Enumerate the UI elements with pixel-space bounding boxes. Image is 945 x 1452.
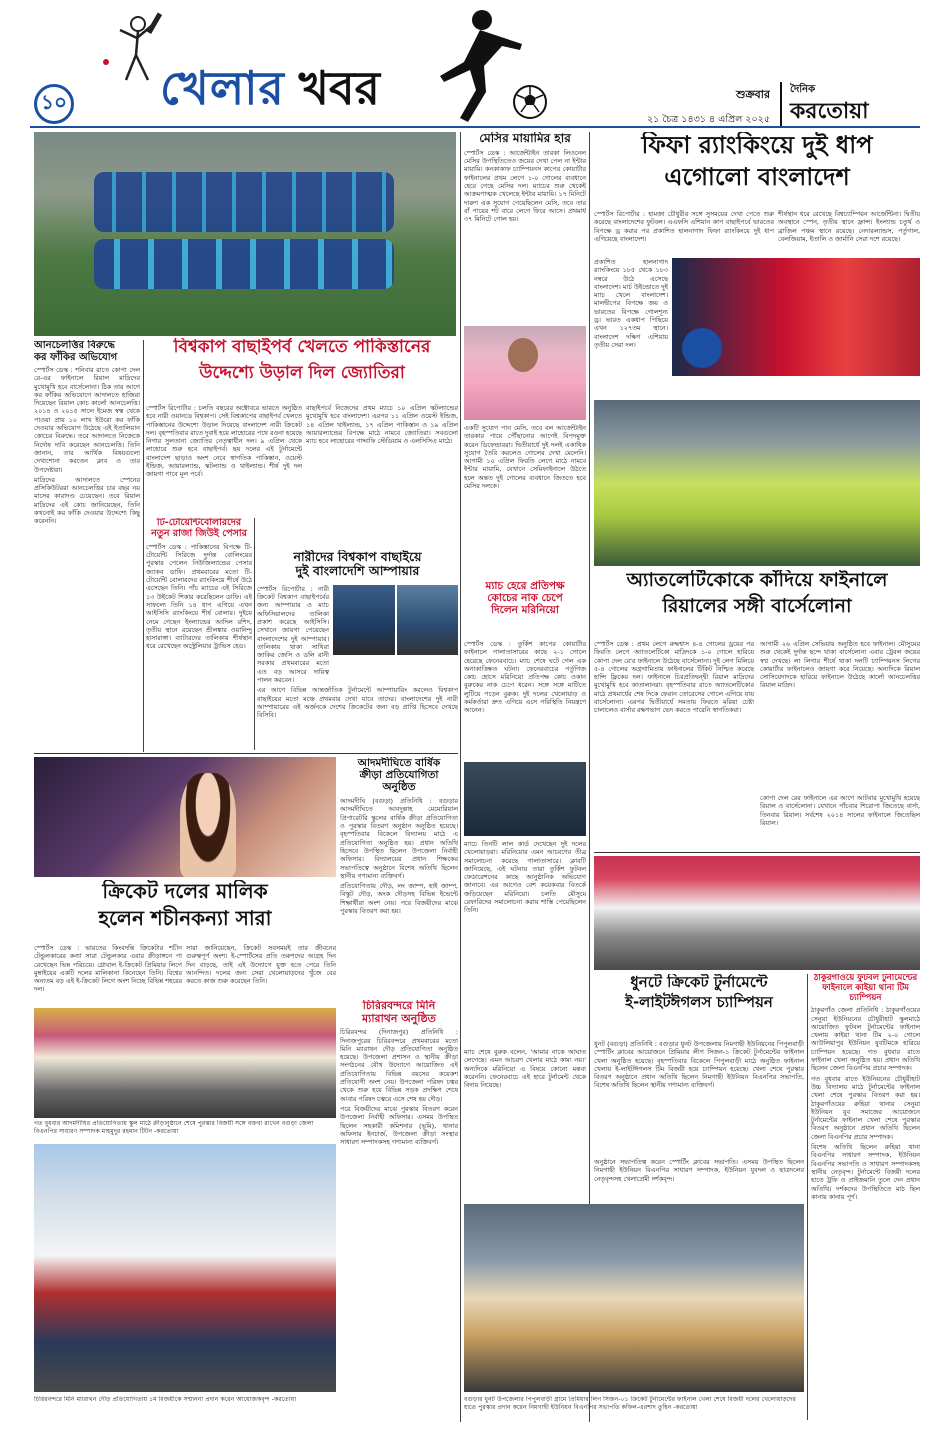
chirirbandar-article	[340, 1000, 458, 1420]
barca-body-2: আগামী ২৬ এপ্রিল সেভিয়ায় অনুষ্ঠিত হবে ফাইনাল। মৌসুমের শুরু থেকেই দুর্দান্ত ছন্দে থাকা বার্সেলোনা এবার ট্রেবল জয়ের স্বপ্ন দেখছে। লা লিগার শীর্ষে থাকা দলটি চ্যাম্পিয়নস লিগের কোয়ার্টার ফাইনালেও জায়গা করে নিয়েছে। অন্যদিকে রিয়াল সোসিয়েদাদকে হারিয়ে ফাইনালে উঠেছে কার্লো আনচেলত্তির রিয়াল মাদ্রিদ।	[760, 640, 920, 690]
messi-headline: মেসির মায়ামির হার	[479, 132, 571, 145]
umpire-photo-1	[333, 585, 395, 655]
umpires-headline: নারীদের বিশ্বকাপ বাছাইয়ে দুই বাংলাদেশি আম্পায়ার	[293, 550, 422, 579]
soccer-ball-icon	[512, 84, 548, 120]
anchelotti-body: স্পোর্টস ডেস্ক : শনিবার রাতে কোপা দেল রে-এর ফাইনালে রিয়াল মাদ্রিদের মুখোমুখি হবে বার্সেলোনা। ঠিক তার আগে কর ফাঁকির অভিযোগে আদালতে হাজিরা দিয়েছেন রিয়াল কোচ কার্লো আনচেলত্তি। ২০১৪ ও ২০১৫ সালে ইমেজ স্বত্ব থেকে পাওয়া প্রায় ১০ লাখ ইউরো কর ফাঁকি দেওয়ার অভিযোগ উঠেছে এই ইতালিয়ান কোচের বিরুদ্ধে। তবে আদালতে নিজেকে নির্দোষ দাবি করেছেন আনচেলত্তি। তিনি জানান, তার আর্থিক বিষয়গুলো দেখাশোনা করতেন ক্লাব ও তার উপদেষ্টারা।	[34, 366, 140, 474]
mourinho-headline: ম্যাচ হেরে প্রতিপক্ষ কোচের নাক চেপে দিলেন মরিনিয়ো	[485, 580, 565, 617]
barca-body-3: কোপা দেল রের ফাইনালে এর আগে আটবার মুখোমুখি হয়েছে রিয়াল ও বার্সেলোনা। যেখানে পাঁচবার শিরোপা জিতেছে বার্সা, তিনবার রিয়াল। সর্বশেষ ২০১৪ সালের ফাইনালে জিতেছিল রিয়াল।	[760, 794, 920, 827]
marathon-caption: চিরিরবন্দরে মিনি ম্যারাথন দৌড় প্রতিযোগিতায় ১ম বিজয়ীকে সম্মাননা প্রদান করেন আয়োজকবৃন্দ -করতোয়া	[34, 1396, 297, 1403]
t20-headline: টি-টোয়েন্টিবোলারদের নতুন রাজা জিউই পেসার	[151, 518, 247, 539]
masthead	[0, 0, 945, 128]
adamdighi-body-2: প্রতিযোগিতায় দৌড়, লং জাম্প, হাই জাম্প, বিস্কুট দৌড়, অংক দৌড়সহ বিভিন্ন ইভেন্টে শিক্ষার্থীরা অংশ নেয়। পরে বিজয়ীদের মাঝে পুরস্কার বিতরণ করা হয়।	[340, 882, 458, 916]
umpires-body: স্পোর্টস রিপোর্টার : নারী ক্রিকেট বিশ্বকাপ বাছাইপর্বের জন্য আম্পায়ার ও ম্যাচ অফিসিয়ালদের তালিকা প্রকাশ করেছে আইসিসি। সেখানে জায়গা পেয়েছেন বাংলাদেশের দুই আম্পায়ার। তালিকায় থাকা সাথিরা জাকির জেসি ও ডলি রানী সরকার প্রথমবারের মতো এত বড় আসরে দায়িত্ব পালন করবেন।	[257, 584, 329, 685]
dhunat-body: ধুনট (বগুড়া) প্রতিনিধি : বগুড়ার ধুনট উপজেলায় নিমগাছী ইউনিয়নের পিপুলবাড়ী স্পোর্টিং ক্লাবের আয়োজনে প্রিমিয়ার লীগ সিজন-১ ক্রিকেট টুর্নামেন্টের ফাইনাল খেলা অনুষ্ঠিত হয়েছে। বৃহস্পতিবার বিকেলে পিপুলবাড়ী মাঠে অনুষ্ঠিত ফাইনাল খেলায় ই-লাইটঈগলস টিম বিজয়ী হয়ে চ্যাম্পিয়ন হয়েছে। খেলা শেষে পুরস্কার বিতরণ অনুষ্ঠানে প্রধান অতিথি ছিলেন নিমগাছী ইউনিয়ন বিএনপির সভাপতি, বিশেষ অতিথি ছিলেন স্থানীয় গণ্যমান্য ব্যক্তিবর্গ।	[594, 1040, 804, 1090]
thakurgaon-headline: ঠাকুরগাঁওয়ে ফুটবল টুর্নামেন্টের ফাইনালে কাইয়া থানা টিম চ্যাম্পিয়ন	[813, 974, 918, 1003]
anchelotti-headline: আনচেলত্তির বিরুদ্ধে কর ফাঁকির অভিযোগ	[34, 340, 118, 363]
anchelotti-article	[34, 340, 140, 750]
anchelotti-body-2: মাদ্রিদের আদালতে স্পেনের প্রসিকিউটররা আনচেলত্তির চার বছর নয় মাসের কারাদণ্ড চেয়েছেন। তবে রিয়াল মাদ্রিদের এই কোচ জানিয়েছেন, তিনি কখনোই কর ফাঁকি দেওয়ার উদ্দেশ্যে কিছু করেননি।	[34, 475, 140, 526]
col-rule	[807, 974, 808, 1420]
messi-photo	[464, 326, 586, 420]
barca-body: স্পোর্টস ডেস্ক : প্রথম লেগে রুদ্ধশ্বাস ৪-৪ গোলের ড্রয়ের পর ফিরতি লেগে অ্যাতলেটিকো মাদ্রিদকে ১-০ গোলে হারিয়ে কোপা দেল রে'র ফাইনালে উঠেছে বার্সেলোনা। দুই লেগ মিলিয়ে ৫-৪ গোলের অগ্রগামিতায় ফাইনালের টিকিট নিশ্চিত করেছে হান্সি ফ্লিকের দল। ফাইনালে চিরপ্রতিদ্বন্দ্বী রিয়াল মাদ্রিদের মুখোমুখি হবে কাতালানরা। বৃহস্পতিবার রাতে অ্যাতলেটিকোর মাঠে প্রথমার্ধের শেষ দিকে ফেরান তোরেসের গোলে এগিয়ে যায় বার্সেলোনা। এরপর দ্বিতীয়ার্ধে সমতায় ফিরতে মরিয়া চেষ্টা চালালেও বার্সার রক্ষণভাগ ভেদ করতে পারেনি স্বাগতিকরা।	[594, 640, 754, 715]
adamdighi-article	[340, 757, 458, 997]
adamdighi-body: আদমদীঘি (বগুড়া) প্রতিনিধি : বগুড়ার আদমদীঘিতে আবদুল্লাহ মেমোরিয়াল প্রিপারেটরি স্কুলের বার্ষিক ক্রীড়া প্রতিযোগিতা ও পুরস্কার বিতরণ অনুষ্ঠান অনুষ্ঠিত হয়েছে। বৃহস্পতিবার বিকেলে বিদ্যালয় মাঠে এ প্রতিযোগিতা অনুষ্ঠিত হয়। প্রধান অতিথি হিসেবে উপস্থিত ছিলেন উপজেলা নির্বাহী অফিসার। বিদ্যালয়ের প্রধান শিক্ষকের সভাপতিত্বে অনুষ্ঠানে বিশেষ অতিথি ছিলেন স্থানীয় গণ্যমান্য ব্যক্তিবর্গ।	[340, 797, 458, 880]
sara-body: স্পোর্টস ডেস্ক : ভারতের কিংবদন্তি ক্রিকেটার শচীন টেন্ডুলকারের কন্যা সারা টেন্ডুলকার এবার ক্রীড়াঙ্গনে পা রেখেছেন ভিন্ন পরিচয়ে। গ্লোবাল ই-ক্রিকেট প্রিমিয়ার লিগে মুম্বাইয়ের একটি দলের মালিকানা কিনেছেন তিনি। বিশ্বের অন্যতম বড় এই ই-ক্রিকেট লিগে অংশ নিচ্ছে বিভিন্ন শহরের দল।	[34, 944, 182, 994]
adamdighi-event-photo	[34, 1008, 336, 1118]
mourinho-body-3: ম্যাচ শেষে বুরুক বলেন, 'আমার নাকে আঘাত লেগেছে। এমন আচরণ খেলার মাঠে কাম্য নয়।' অন্যদিকে মরিনিয়ো এ বিষয়ে কোনো মন্তব্য করেননি। ফেনেরবাচে এই হারে টুর্নামেন্ট থেকে বিদায় নিয়েছে।	[464, 1048, 586, 1090]
date-weekday: শুক্রবার	[735, 88, 770, 101]
messi-article	[464, 132, 586, 322]
page-number: ১০	[41, 89, 67, 114]
umpire-photos	[333, 585, 458, 655]
fifa-logo	[682, 328, 722, 368]
chirirbandar-body: চিরিরবন্দর (দিনাজপুর) প্রতিনিধি : দিনাজপুরের চিরিরবন্দরে প্রথমবারের মতো মিনি ম্যারাথন দৌড় প্রতিযোগিতা অনুষ্ঠিত হয়েছে। উপজেলা প্রশাসন ও স্থানীয় ক্রীড়া সংগঠনের যৌথ উদ্যোগে আয়োজিত এই প্রতিযোগিতায় বিভিন্ন বয়সের কয়েকশ প্রতিযোগী অংশ নেয়। উপজেলা পরিষদ চত্বর থেকে শুরু হয়ে বিভিন্ন সড়ক প্রদক্ষিণ শেষে আবার পরিষদ চত্বরে এসে শেষ হয় দৌড়।	[340, 1028, 458, 1103]
sara-body-2: সারা জানিয়েছেন, ক্রিকেট সবসময়ই তার জীবনের গুরুত্বপূর্ণ অংশ। ই-স্পোর্টসের প্রতি তরুণদের আগ্রহ দিন দিন বাড়ছে, তাই এই উদ্যোগে যুক্ত হতে পেরে তিনি আনন্দিত। দলের জন্য সেরা খেলোয়াড়দের খুঁজে বের করতে কাজ শুরু করেছেন তিনি।	[186, 944, 336, 986]
masthead-rule	[30, 126, 920, 128]
fifa-body-c: শীর্ষস্থান ধরে রেখেছে বিশ্বচ্যাম্পিয়ন আর্জেন্টিনা। দ্বিতীয় অবস্থানে স্পেন, তৃতীয় স্থানে ফ্রান্স। ইংল্যান্ড চতুর্থ ও ব্রাজিল পঞ্চম স্থানে রয়েছে। নেদারল্যান্ডস, পর্তুগাল, বেলজিয়াম, ইতালি ও জার্মানি সেরা দশে রয়েছে।	[778, 210, 920, 243]
page-number-badge	[34, 84, 74, 124]
date-line: ২১ চৈত্র ১৪৩১ ৪ এপ্রিল ২০২৫	[646, 114, 770, 125]
t20-body: স্পোর্টস ডেস্ক : পাকিস্তানের বিপক্ষে টি-টোয়েন্টি সিরিজে দুর্দান্ত বোলিংয়ের পুরস্কার পেলেন নিউজিল্যান্ডের পেসার জ্যাকব ডাফি। প্রথমবারের মতো টি-টোয়েন্টি বোলারদের র‍্যাংকিংয়ে শীর্ষে উঠে এসেছেন তিনি। পাঁচ ম্যাচের এই সিরিজে ১৩ উইকেট শিকার করেছিলেন ডাফি। এই সাফল্যে তিনি ১৪ ধাপ এগিয়ে এখন আইসিসি র‍্যাংকিংয়ে শীর্ষ বোলার। দুইয়ে নেমে গেছেন ইংল্যান্ডের আদিল রশিদ, তৃতীয় স্থানে রয়েছেন শ্রীলঙ্কার ওয়ানিন্দু হাসারাঙ্গা। ব্যাটারদের তালিকায় শীর্ষস্থান ধরে রেখেছেন অস্ট্রেলিয়ার ট্রাভিস হেড।	[146, 542, 252, 651]
thakurgaon-body-2: গত বুধবার রাতে ইউনিয়নের চৌধুরীহাট উচ্চ বিদ্যালয় মাঠে টুর্নামেন্টের ফাইনাল খেলা শেষে পুরস্কার বিতরণ করা হয়। ঠাকুরগাঁওয়ের রুহিয়া থানার সেনুয়া ইউনিয়ন যুব সমাজের আয়োজনে টুর্নামেন্টের ফাইনাল খেলা শেষে পুরস্কার বিতরণ অনুষ্ঠানে প্রধান অতিথি ছিলেন জেলা বিএনপির প্রচার সম্পাদক।	[811, 1074, 920, 1141]
jyoti-headline: বিশ্বকাপ বাছাইপর্ব খেলতে পাকিস্তানের উদ্দেশ্যে উড়াল দিল জ্যোতিরা	[173, 338, 431, 383]
fifa-body-a: স্পোর্টস রিপোর্টার : হামজা চৌধুরীর সঙ্গে সুসময়ের দেখা পেতে শুরু করেছে বাংলাদেশের ফুটবল। এএফসি এশিয়ান কাপ বাছাইপর্বে ভারতের বিপক্ষে ড্র করার পর প্রকাশিত হালনাগাদ ফিফা র‍্যাংকিংয়ে দুই ধাপ এগিয়েছে বাংলাদেশ।	[594, 210, 774, 243]
brand-small: দৈনিক	[790, 84, 816, 95]
barca-headline: অ্যাতলেটিকোকে কাঁদিয়ে ফাইনালে রিয়ালের সঙ্গী বার্সেলোনা	[626, 570, 888, 617]
t20-article	[146, 518, 252, 750]
chirirbandar-body-2: পরে বিজয়ীদের মাঝে পুরস্কার বিতরণ করেন উপজেলা নির্বাহী অফিসার। এসময় উপস্থিত ছিলেন সহকারী কমিশনার (ভূমি), থানার অফিসার ইনচার্জ, উপজেলা ক্রীড়া সংস্থার সাধারণ সম্পাদকসহ গণ্যমান্য ব্যক্তিবর্গ।	[340, 1104, 458, 1147]
umpires-article	[257, 550, 458, 750]
mourinho-body: স্পোর্টস ডেস্ক : তুর্কিশ কাপের কোয়ার্টার ফাইনালে গালাতাসারের কাছে ২-১ গোলে হেরেছে ফেনেরবাচে। ম্যাচ শেষে ঘটে গেল এক অনাকাঙ্ক্ষিত ঘটনা। ফেনেরবাচের পর্তুগিজ কোচ হোসে মরিনিয়ো প্রতিপক্ষ কোচ ওকান বুরুকের নাক চেপে ধরেন। সঙ্গে সঙ্গে মাটিতে লুটিয়ে পড়েন বুরুক। দুই দলের খেলোয়াড় ও কর্মকর্তারা দ্রুত এগিয়ে এসে পরিস্থিতি নিয়ন্ত্রণে আনেন।	[464, 640, 586, 715]
dhunat-caption: বগুড়ার ধুনট উপজেলার পিপুলবাড়ী গ্রামে প্রিমিয়ার লিগ সিজন-০১ ক্রিকেট টুর্নামেন্টের ফাইনাল খেলা শেষে বিজয়ী দলের খেলোয়াড়দের হাতে পুরস্কার প্রদান করেন নিমগাছী ইউনিয়ন বিএনপির সভাপতি কফিল-এরশাদ তুহিন -করতোয়া	[464, 1396, 796, 1411]
dhunat-trophy-photo	[464, 1204, 804, 1392]
col-rule	[460, 132, 461, 1422]
section-rule	[34, 753, 458, 754]
thakurgaon-article	[811, 974, 920, 1420]
cricket-bat-icon	[90, 10, 170, 90]
jyoti-body: স্পোর্টস রিপোর্টার : চলতি বছরের অক্টোবরে ভারতে অনুষ্ঠিত হবে নারী ওয়ানডে বিশ্বকাপ। সেই বিশ্বকাপের বাছাইপর্ব খেলতে পাকিস্তানের উদ্দেশ্যে উড়াল দিয়েছে বাংলাদেশ নারী ক্রিকেট দল। বৃহস্পতিবার রাতে দুবাই হয়ে লাহোরের পথে রওনা হয়েছে নিগার সুলতানা জ্যোতির নেতৃত্বাধীন দল। ৯ এপ্রিল থেকে লাহোরে শুরু হবে বাছাইপর্ব। ছয় দলের এই টুর্নামেন্টে বাংলাদেশ ছাড়াও অংশ নেবে স্বাগতিক পাকিস্তান, ওয়েস্ট ইন্ডিজ, আয়ারল্যান্ড, স্কটল্যান্ড ও থাইল্যান্ড। শীর্ষ দুই দল জায়গা পাবে মূল পর্বে।	[146, 404, 302, 479]
jyoti-body-2: বাছাইপর্বে নিজেদের প্রথম ম্যাচে ১০ এপ্রিল স্কটল্যান্ডের মুখোমুখি হবে বাংলাদেশ। এরপর ১১ এপ্রিল ওয়েস্ট ইন্ডিজ, ১৪ এপ্রিল থাইল্যান্ড, ১৭ এপ্রিল পাকিস্তান ও ১৯ এপ্রিল আয়ারল্যান্ডের বিপক্ষে মাঠে নামবে জ্যোতিরা। সবগুলো ম্যাচ হবে লাহোরের গাদ্দাফি স্টেডিয়াম ও এলসিসিএ মাঠে।	[306, 404, 458, 446]
section-title-part1: খেলার	[160, 62, 285, 115]
adamdighi-headline: আদমদীঘিতে বার্ষিক ক্রীড়া প্রতিযোগিতা অনুষ্ঠিত	[357, 757, 441, 794]
col-rule	[143, 340, 144, 752]
fifa-body-b: প্রকাশিত হালনাগাদ র‍্যাংকিংয়ে ১৮৫ থেকে ১৮৩ নম্বরে উঠে এসেছে বাংলাদেশ। মার্চ উইন্ডোতে দুই ম্যাচ খেলে বাংলাদেশ। মালদ্বীপের বিপক্ষে জয় ও ভারতের বিপক্ষে গোলশূন্য ড্র। ভারত একধাপ পিছিয়ে এখন ১২৭তম স্থানে। বাংলাদেশ দক্ষিণ এশিয়ায় তৃতীয় সেরা দল।	[594, 258, 668, 349]
sara-tendulkar-photo	[34, 757, 336, 877]
bangladesh-football-photo	[672, 258, 920, 376]
messi-body: স্পোর্টস ডেস্ক : আর্জেন্টাইন তারকা লিওনেল মেসির উপস্থিতিতেও জয়ের দেখা পেল না ইন্টার মায়ামি। কনকাকাফ চ্যাম্পিয়নস কাপের কোয়ার্টার ফাইনালের প্রথম লেগে ১-০ গোলের ব্যবধানে হেরে গেছে মেসির দল। ম্যাচের শুরু থেকেই আক্রমণাত্মক খেলেছে ইন্টার মায়ামি। ১৭ মিনিটে দারুণ এক সুযোগ পেয়েছিলেন মেসি, তবে তার বাঁ পায়ের শট বারে লেগে ফিরে আসে। প্রথমার্ধ ৩৭ মিনিটে গোল হয়।	[464, 148, 586, 224]
messi-body-2: একটি সুযোগ পান মেসি, তবে বল আর্জেন্টাইন তারকার পায়ে পৌঁছানোর আগেই বিপদমুক্ত করেন ডিফেন্ডাররা। দ্বিতীয়ার্ধে দুই দলই একাধিক সুযোগ তৈরি করলেও গোলের দেখা মেলেনি। আগামী ১০ এপ্রিল ফিরতি লেগে মাঠে নামবে ইন্টার মায়ামি, যেখানে সেমিফাইনালে উঠতে হলে অন্তত দুই গোলের ব্যবধানে জিততে হবে মেসির দলকে।	[464, 424, 586, 491]
mourinho-photo	[464, 762, 586, 836]
brand-block	[780, 82, 920, 126]
dhunat-body-2: অনুষ্ঠানে সভাপতিত্ব করেন স্পোর্টিং ক্লাবের সভাপতি। এসময় উপস্থিত ছিলেন নিমগাছী ইউনিয়ন বিএনপির সাধারণ সম্পাদক, ইউনিয়ন যুবদল ও ছাত্রদলের নেতৃবৃন্দসহ খেলাপ্রেমী দর্শকবৃন্দ।	[594, 1158, 804, 1183]
section-title-part2: খবর	[298, 62, 380, 115]
umpire-photo-2	[397, 585, 459, 655]
date-block	[640, 86, 770, 126]
thakurgaon-body-3: বিশেষ অতিথি ছিলেন রুহিয়া থানা বিএনপির সাধারণ সম্পাদক, ইউনিয়ন বিএনপির সভাপতি ও সাধারণ সম্পাদকসহ স্থানীয় নেতৃবৃন্দ। টুর্নামেন্টে বিজয়ী দলের হাতে ট্রফি ও প্রাইজমানি তুলে দেন প্রধান অতিথি। দর্শকদের উপস্থিতিতে মাঠ ছিল কানায় কানায় পূর্ণ।	[811, 1143, 920, 1201]
marathon-photo	[34, 1144, 336, 1392]
col-rule	[254, 518, 255, 750]
barcelona-celebration-photo	[594, 400, 920, 566]
women-cricket-team-photo	[34, 132, 456, 336]
mourinho-body-2: ম্যাচে তিনটি লাল কার্ড দেখেছেন দুই দলের খেলোয়াড়রা। মরিনিয়োর এমন আচরণের তীব্র সমালোচনা করেছে গালাতাসারে। ক্লাবটি জানিয়েছে, এই ঘটনায় তারা তুর্কিশ ফুটবল ফেডারেশনের কাছে আনুষ্ঠানিক অভিযোগ জানাবে। এর আগেও বেশ কয়েকবার বিতর্কে জড়িয়েছেন মরিনিয়ো। চলতি মৌসুমে রেফারিদের সমালোচনা করায় শাস্তি পেয়েছিলেন তিনি।	[464, 840, 586, 915]
sara-headline: ক্রিকেট দলের মালিক হলেন শচীনকন্যা সারা	[98, 880, 272, 930]
thakurgaon-body: ঠাকুরগাঁও জেলা প্রতিনিধি : ঠাকুরগাঁওয়ের সেনুয়া ইউনিয়নের চৌধুরীহাট স্কুলমাঠে আয়োজিত ফুটবল টুর্নামেন্টের ফাইনাল খেলায় কাইয়া থানা টিম ২-০ গোলে আউলিয়াপুর ইউনিয়ন যুবটিমকে হারিয়ে চ্যাম্পিয়ন হয়েছে। গত বুধবার রাতে ফাইনাল খেলা অনুষ্ঠিত হয়। প্রধান অতিথি ছিলেন জেলা বিএনপির প্রচার সম্পাদক।	[811, 1006, 920, 1073]
section-rule	[594, 852, 920, 853]
dhunat-award-photo	[594, 856, 920, 970]
umpires-body-2: এর আগে বিভিন্ন আন্তর্জাতিক টুর্নামেন্টে আম্পায়ারিং করলেও বিশ্বকাপ বাছাইয়ের মতো মঞ্চে প্রথমবার দেখা যাবে তাদের। বাংলাদেশের দুই নারী আম্পায়ারের এই অর্জনকে দেশের ক্রিকেটের জন্য বড় প্রাপ্তি হিসেবে দেখছে বিসিবি।	[257, 686, 458, 720]
adamdighi-caption: গত বুধবার আদমদীঘির প্রতিযোগিতায় স্কুল মাঠে ক্রীড়ানুষ্ঠানে শেষে পুরস্কার বিজয়ী সঙ্গে বক্তব্য রাখেন বগুড়া জেলা বিএনপির সাধারণ সম্পাদক মাহমুদুর রহমান টিটন -করতোয়া	[34, 1120, 314, 1135]
brand-name: করতোয়া	[790, 99, 869, 124]
chirirbandar-headline: চিরিরবন্দরে মিনি ম্যারাথন অনুষ্ঠিত	[362, 1000, 436, 1025]
dhunat-headline: ধুনটে ক্রিকেট টুর্নামেন্টে ই-লাইটঈগলস চ্যাম্পিয়ন	[625, 974, 773, 1012]
fifa-headline: ফিফা র‍্যাংকিংয়ে দুই ধাপ এগোলো বাংলাদেশ	[641, 132, 873, 191]
